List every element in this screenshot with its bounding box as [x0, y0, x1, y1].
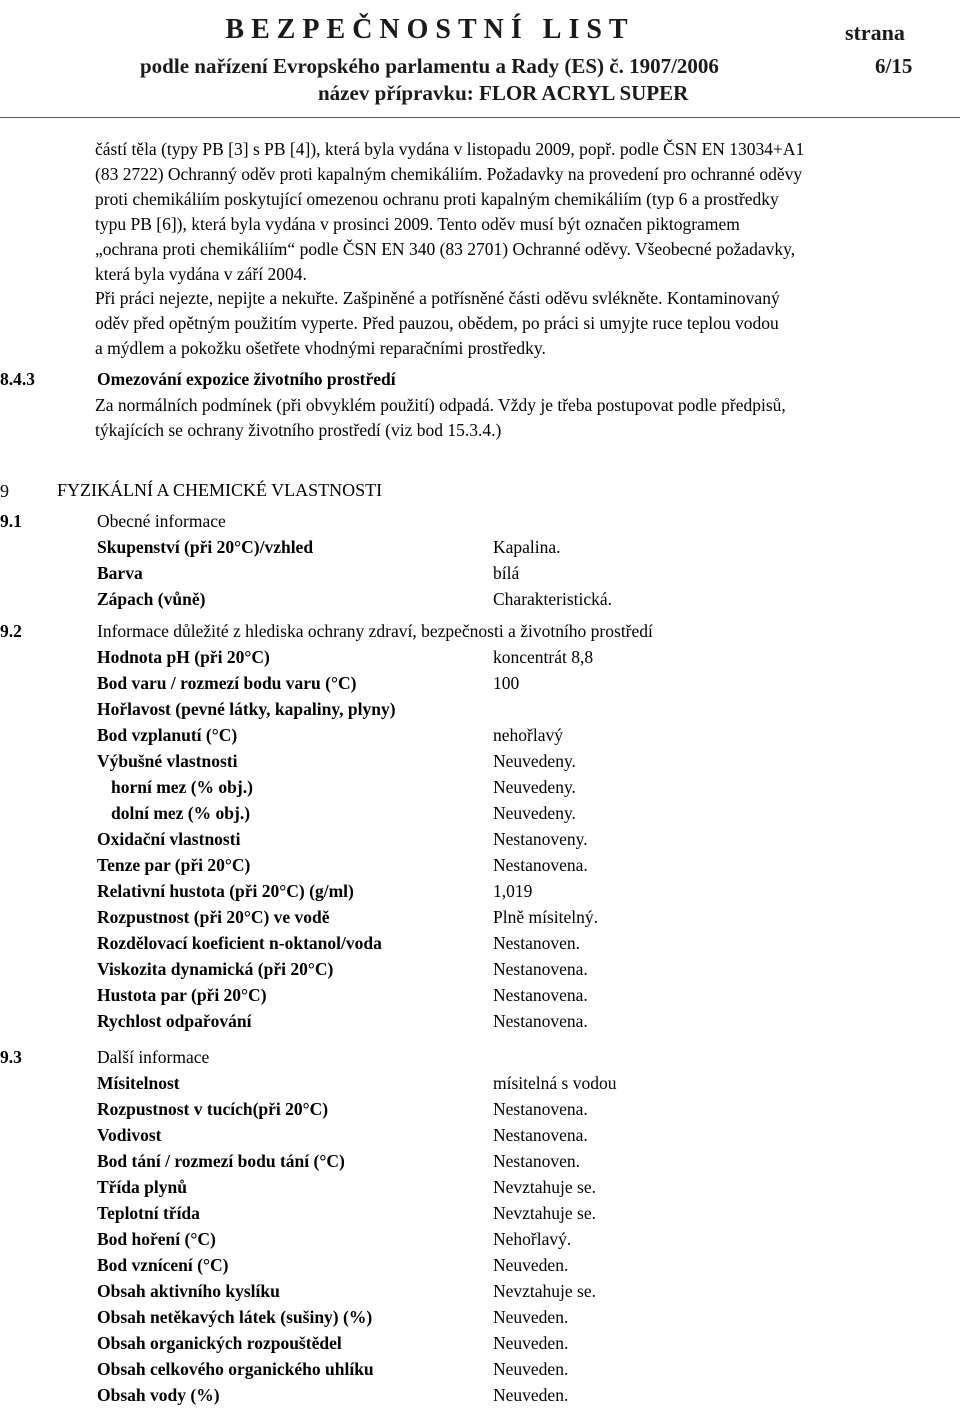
property-label: Obsah netěkavých látek (sušiny) (%): [97, 1307, 373, 1327]
property-label: Mísitelnost: [97, 1073, 180, 1093]
property-label: Viskozita dynamická (při 20°C): [97, 959, 334, 979]
property-row: [0, 751, 960, 777]
section-title: Informace důležité z hlediska ochrany zdraví, bezpečnosti a životního prostředí: [97, 621, 653, 641]
property-label: horní mez (% obj.): [111, 777, 253, 797]
property-label: Bod tání / rozmezí bodu tání (°C): [97, 1151, 345, 1171]
property-value: Neuveden.: [493, 1333, 569, 1353]
property-row: [0, 959, 960, 985]
property-row: [0, 1333, 960, 1359]
property-label: Třída plynů: [97, 1177, 187, 1197]
property-value: Nestanoveny.: [493, 829, 588, 849]
property-row: [0, 907, 960, 933]
property-value: Neuveden.: [493, 1307, 569, 1327]
property-label: Zápach (vůně): [97, 589, 206, 609]
text-line: Při práci nejezte, nepijte a nekuřte. Zašpiněné a potřísněné části oděvu svlékněte. Kontaminovaný: [95, 288, 780, 308]
property-label: Obsah celkového organického uhlíku: [97, 1359, 374, 1379]
property-value: 1,019: [493, 881, 533, 901]
text-line: Za normálních podmínek (při obvyklém použití) odpadá. Vždy je třeba postupovat podle předpisů,: [95, 395, 786, 415]
property-row: [0, 1125, 960, 1151]
section-number: 9.1: [0, 511, 22, 531]
property-row: [0, 1151, 960, 1177]
property-label: Bod vzplanutí (°C): [97, 725, 238, 745]
property-value: Nehořlavý.: [493, 1229, 572, 1249]
section-number: 9.2: [0, 621, 22, 641]
property-value: mísitelná s vodou: [493, 1073, 617, 1093]
page-header: [0, 0, 960, 120]
property-label: Tenze par (při 20°C): [97, 855, 251, 875]
section-title: Obecné informace: [97, 511, 226, 531]
text-line: která byla vydána v září 2004.: [95, 264, 307, 284]
property-row: [0, 589, 960, 615]
text-line: částí těla (typy PB [3] s PB [4]), která byla vydána v listopadu 2009, popř. podle ČSN EN 13034+A1: [95, 139, 805, 159]
property-value: Nevztahuje se.: [493, 1177, 597, 1197]
section-title: Další informace: [97, 1047, 210, 1067]
property-label: Obsah aktivního kyslíku: [97, 1281, 280, 1301]
property-row: [0, 803, 960, 829]
protective-clothing-text: [95, 137, 925, 287]
property-value: Nestanovena.: [493, 985, 588, 1005]
text-line: a mýdlem a pokožku ošetřete vhodnými reparačními prostředky.: [95, 338, 546, 358]
property-label: Skupenství (při 20°C)/vzhled: [97, 537, 314, 557]
text-line: (83 2722) Ochranný oděv proti kapalným chemikáliím. Požadavky na provedení pro ochranné oděvy: [95, 164, 803, 184]
property-value: Neuvedeny.: [493, 803, 576, 823]
property-row: [0, 1281, 960, 1307]
property-label: Obsah organických rozpouštědel: [97, 1333, 342, 1353]
property-value: Nevztahuje se.: [493, 1281, 597, 1301]
property-row: [0, 563, 960, 589]
property-value: Nestanovena.: [493, 1125, 588, 1145]
property-value: bílá: [493, 563, 520, 583]
property-row: [0, 699, 960, 725]
property-label: Barva: [97, 563, 143, 583]
property-row: [0, 1359, 960, 1385]
property-value: Neuveden.: [493, 1359, 569, 1379]
header-divider: [0, 117, 960, 118]
property-value: Nestanoven.: [493, 1151, 580, 1171]
section-title: Omezování expozice životního prostředí: [97, 369, 396, 389]
property-label: Bod hoření (°C): [97, 1229, 216, 1249]
property-label: Bod varu / rozmezí bodu varu (°C): [97, 673, 357, 693]
property-value: koncentrát 8,8: [493, 647, 594, 667]
property-value: Neuvedeny.: [493, 751, 576, 771]
property-row: [0, 537, 960, 563]
property-row: [0, 1099, 960, 1125]
property-row: [0, 1011, 960, 1037]
property-row: [0, 673, 960, 699]
property-label: Oxidační vlastnosti: [97, 829, 241, 849]
property-label: Obsah vody (%): [97, 1385, 220, 1405]
property-value: Kapalina.: [493, 537, 561, 557]
property-value: Nestanoven.: [493, 933, 580, 953]
property-value: 100: [493, 673, 520, 693]
property-row: [0, 1255, 960, 1281]
property-label: Vodivost: [97, 1125, 162, 1145]
property-value: Nestanovena.: [493, 1011, 588, 1031]
property-value: nehořlavý: [493, 725, 563, 745]
environment-text: [95, 393, 935, 443]
property-row: [0, 1177, 960, 1203]
section-title: FYZIKÁLNÍ A CHEMICKÉ VLASTNOSTI: [57, 480, 383, 500]
product-name: název přípravku: FLOR ACRYL SUPER: [318, 81, 689, 105]
property-row: [0, 1307, 960, 1333]
property-row: [0, 985, 960, 1011]
property-value: Nestanovena.: [493, 855, 588, 875]
property-row: [0, 1229, 960, 1255]
property-label: Rychlost odpařování: [97, 1011, 252, 1031]
section-number: 9.3: [0, 1047, 22, 1067]
property-value: Nestanovena.: [493, 1099, 588, 1119]
property-row: [0, 855, 960, 881]
property-row: [0, 933, 960, 959]
property-value: Neuvedeny.: [493, 777, 576, 797]
hygiene-text: [95, 286, 930, 361]
property-value: Charakteristická.: [493, 589, 613, 609]
property-row: [0, 1385, 960, 1411]
document-title: BEZPEČNOSTNÍ LIST: [225, 14, 635, 45]
property-value: Neuveden.: [493, 1385, 569, 1405]
property-label: Rozpustnost (při 20°C) ve vodě: [97, 907, 330, 927]
property-label: dolní mez (% obj.): [111, 803, 251, 823]
section-number: 9: [0, 481, 9, 501]
property-row: [0, 647, 960, 673]
property-row: [0, 829, 960, 855]
property-row: [0, 725, 960, 751]
section-number: 8.4.3: [0, 369, 35, 389]
property-value: Plně mísitelný.: [493, 907, 598, 927]
text-line: proti chemikáliím poskytující omezenou ochranu proti kapalným chemikáliím (typ 6 a prostředky: [95, 189, 779, 209]
property-row: [0, 777, 960, 803]
property-row: [0, 1203, 960, 1229]
text-line: oděv před opětným použitím vyperte. Před pauzou, obědem, po práci si umyjte ruce teplou vodou: [95, 313, 779, 333]
property-label: Rozdělovací koeficient n-oktanol/voda: [97, 933, 382, 953]
regulation-subtitle: podle nařízení Evropského parlamentu a Rady (ES) č. 1907/2006: [140, 54, 719, 78]
property-label: Výbušné vlastnosti: [97, 751, 238, 771]
property-value: Nestanovena.: [493, 959, 588, 979]
text-line: týkajících se ochrany životního prostředí (viz bod 15.3.4.): [95, 420, 502, 440]
text-line: typu PB [6]), která byla vydána v prosinci 2009. Tento oděv musí být označen piktogramem: [95, 214, 740, 234]
page-number: 6/15: [875, 54, 913, 78]
property-label: Rozpustnost v tucích(při 20°C): [97, 1099, 329, 1119]
property-row: [0, 881, 960, 907]
page-label: strana: [845, 20, 905, 45]
property-value: Neuveden.: [493, 1255, 569, 1275]
property-value: Nevztahuje se.: [493, 1203, 597, 1223]
property-label: Teplotní třída: [97, 1203, 200, 1223]
property-row: [0, 1073, 960, 1099]
property-label: Bod vznícení (°C): [97, 1255, 229, 1275]
text-line: „ochrana proti chemikáliím“ podle ČSN EN 340 (83 2701) Ochranné oděvy. Všeobecné požadavky,: [95, 239, 796, 259]
property-label: Relativní hustota (při 20°C) (g/ml): [97, 881, 354, 901]
property-label: Hodnota pH (při 20°C): [97, 647, 270, 667]
property-label: Hustota par (při 20°C): [97, 985, 267, 1005]
property-label: Hořlavost (pevné látky, kapaliny, plyny): [97, 699, 396, 719]
